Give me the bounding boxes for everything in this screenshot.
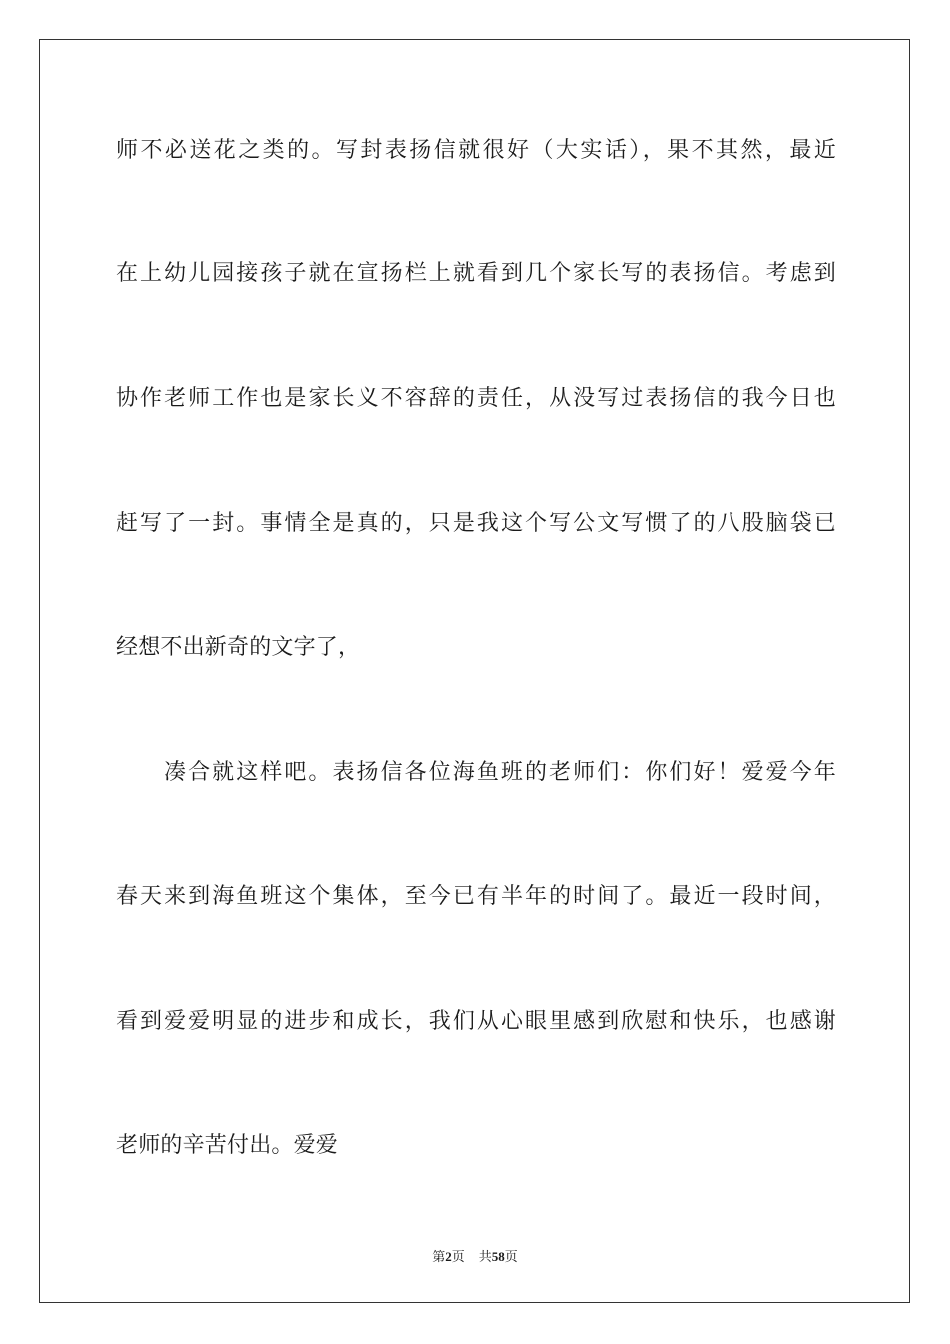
- page-suffix: 页: [451, 1250, 465, 1265]
- body-text-line: 赶写了一封。事情全是真的，只是我这个写公文写惯了的八股脑袋已: [116, 511, 836, 536]
- paragraph-first-line: 凑合就这样吧。表扬信各位海鱼班的老师们：你们好！爱爱今年: [164, 760, 836, 785]
- page-prefix: 第: [432, 1250, 446, 1265]
- page-number: 2: [445, 1249, 452, 1264]
- total-pages: 58: [491, 1249, 505, 1264]
- total-prefix: 共: [478, 1250, 492, 1265]
- body-text-line: 春天来到海鱼班这个集体，至今已有半年的时间了。最近一段时间，: [116, 884, 836, 909]
- body-text-line: 老师的辛苦付出。爱爱: [116, 1133, 339, 1158]
- body-text-line: 协作老师工作也是家长义不容辞的责任，从没写过表扬信的我今日也: [116, 386, 836, 411]
- total-suffix: 页: [504, 1250, 518, 1265]
- body-text-line: 经想不出新奇的文字了，: [116, 635, 361, 660]
- page-footer: [0, 1248, 950, 1267]
- body-text-line: 在上幼儿园接孩子就在宣扬栏上就看到几个家长写的表扬信。考虑到: [116, 261, 836, 286]
- body-text-line: 看到爱爱明显的进步和成长，我们从心眼里感到欣慰和快乐，也感谢: [116, 1009, 836, 1034]
- body-text-line: 师不必送花之类的。写封表扬信就很好（大实话），果不其然，最近: [116, 138, 836, 163]
- page-border: [39, 39, 910, 1303]
